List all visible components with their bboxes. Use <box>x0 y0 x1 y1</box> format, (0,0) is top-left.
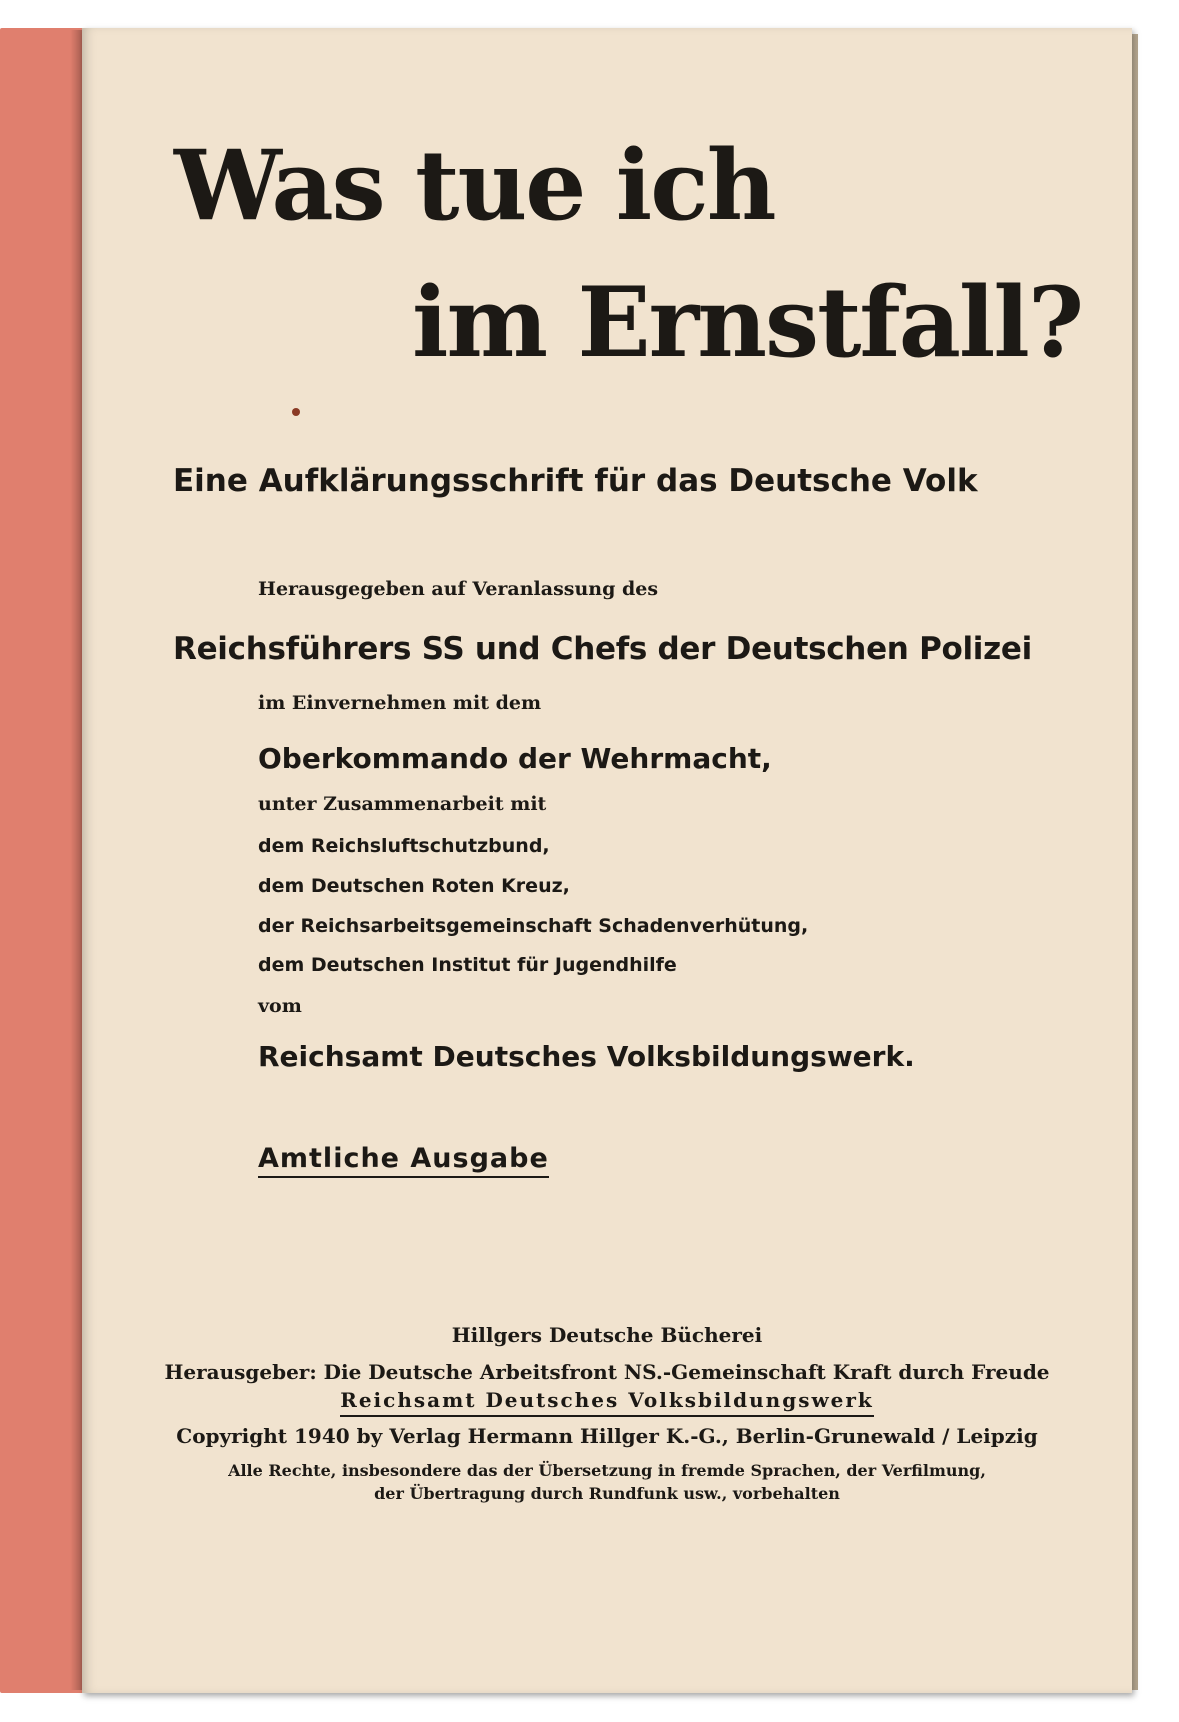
partner-item: dem Deutschen Roten Kreuz, <box>258 875 570 897</box>
subtitle: Eine Aufklärungsschrift für das Deutsche Volk <box>173 463 978 499</box>
title-line-2: im Ernstfall? <box>412 266 1083 379</box>
from-intro: vom <box>258 995 302 1017</box>
partner-item: dem Deutschen Institut für Jugendhilfe <box>258 954 677 976</box>
imprint-rights-1: Alle Rechte, insbesondere das der Übersetzung in fremde Sprachen, der Verfilmung, <box>228 1461 986 1480</box>
command-heading: Oberkommando der Wehrmacht, <box>258 742 772 775</box>
office-heading: Reichsamt Deutsches Volksbildungswerk. <box>258 1040 915 1073</box>
imprint-editor: Herausgeber: Die Deutsche Arbeitsfront NS.-Gemeinschaft Kraft durch Freude <box>164 1360 1050 1384</box>
imprint-editor-office-text: Reichsamt Deutsches Volksbildungswerk <box>340 1388 874 1417</box>
partner-item: der Reichsarbeitsgemeinschaft Schadenverhütung, <box>258 915 809 937</box>
imprint-copyright: Copyright 1940 by Verlag Hermann Hillger K.-G., Berlin-Grunewald / Leipzig <box>176 1424 1038 1448</box>
collaboration-intro: unter Zusammenarbeit mit <box>258 793 547 815</box>
agreement-intro: im Einvernehmen mit dem <box>258 692 542 714</box>
partner-item: dem Reichsluftschutzbund, <box>258 835 550 857</box>
imprint-editor-office <box>82 1390 1132 1410</box>
imprint-rights-2: der Übertragung durch Rundfunk usw., vorbehalten <box>374 1484 840 1503</box>
edition-label: Amtliche Ausgabe <box>258 1145 549 1178</box>
ink-spot <box>292 408 300 416</box>
issued-by-intro: Herausgegeben auf Veranlassung des <box>258 578 659 600</box>
authority-heading: Reichsführers SS und Chefs der Deutschen Polizei <box>173 631 1032 667</box>
title-line-1: Was tue ich <box>174 129 775 242</box>
imprint-series: Hillgers Deutsche Bücherei <box>451 1323 763 1347</box>
